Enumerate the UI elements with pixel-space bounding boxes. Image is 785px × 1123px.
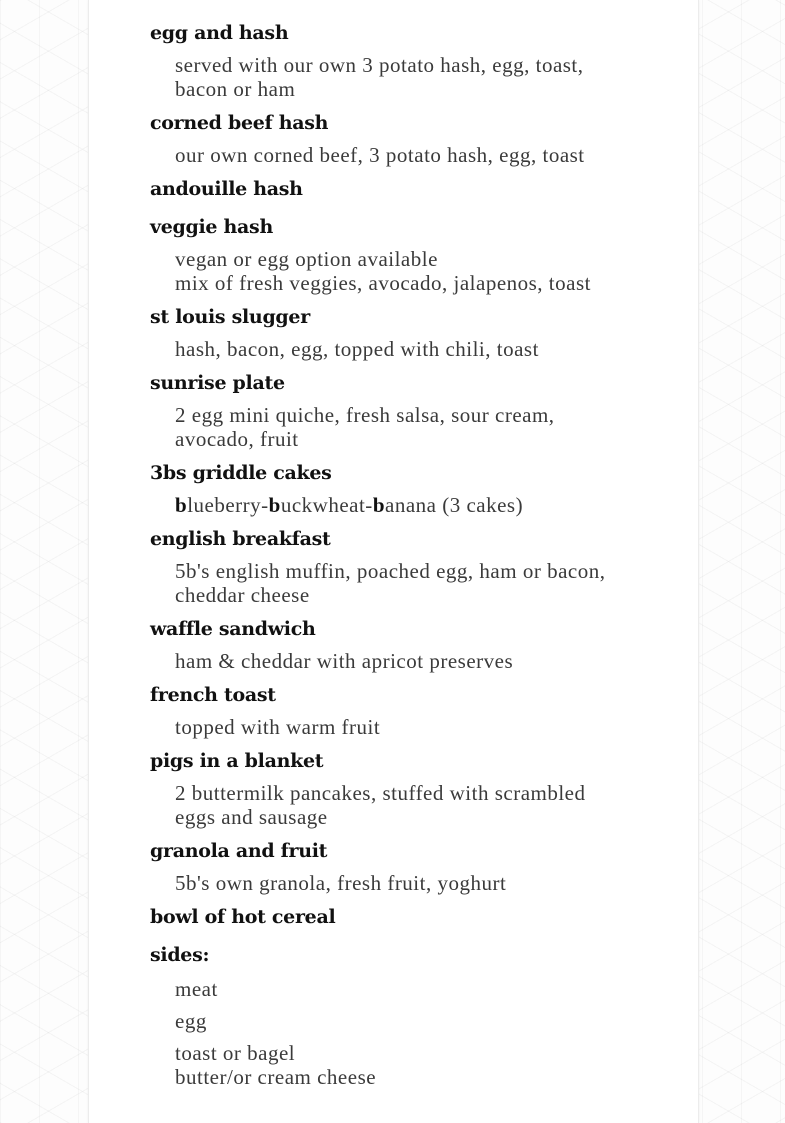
item-title: veggie hash: [150, 216, 273, 238]
description-line: bacon or ham: [175, 77, 296, 101]
item-description: [150, 649, 690, 673]
item-title: granola and fruit: [150, 840, 328, 862]
description-line: [175, 493, 690, 517]
item-description: [150, 493, 690, 517]
bold-initial: b: [175, 493, 188, 517]
item-description: [150, 715, 690, 739]
item-description: [150, 871, 690, 895]
bold-initial: b: [268, 493, 281, 517]
item-description: [150, 559, 690, 607]
description-fragment: uckwheat-: [280, 493, 373, 517]
menu-item: [150, 367, 690, 451]
item-title: bowl of hot cereal: [150, 906, 336, 928]
side-item: butter/or cream cheese: [175, 1065, 377, 1089]
description-line: 5b's own granola, fresh fruit, yoghurt: [175, 871, 507, 895]
menu-item: [150, 173, 690, 211]
description-line: 2 egg mini quiche, fresh salsa, sour cream,: [175, 403, 555, 427]
description-fragment: lueberry-: [187, 493, 269, 517]
item-description: [150, 53, 690, 101]
item-description: [150, 403, 690, 451]
menu-panel: [88, 0, 699, 1123]
item-title: waffle sandwich: [150, 618, 316, 640]
menu-item: [150, 745, 690, 829]
description-line: ham & cheddar with apricot preserves: [175, 649, 514, 673]
bold-initial: b: [372, 493, 385, 517]
description-line: our own corned beef, 3 potato hash, egg, toast: [175, 143, 585, 167]
menu-item: [150, 107, 690, 167]
description-line: mix of fresh veggies, avocado, jalapenos, toast: [175, 271, 591, 295]
description-fragment: anana (3 cakes): [385, 493, 524, 517]
side-item: toast or bagel: [175, 1041, 296, 1065]
item-title: pigs in a blanket: [150, 750, 324, 772]
menu-item: [150, 679, 690, 739]
menu-item: [150, 17, 690, 101]
menu-item: [150, 301, 690, 361]
description-line: 5b's english muffin, poached egg, ham or bacon,: [175, 559, 606, 583]
menu-item: [150, 457, 690, 517]
menu-content: [150, 17, 690, 1089]
item-description: [150, 143, 690, 167]
item-description: [150, 781, 690, 829]
item-title: corned beef hash: [150, 112, 329, 134]
item-title: english breakfast: [150, 528, 331, 550]
sides-heading: sides:: [150, 944, 210, 966]
item-title: st louis slugger: [150, 306, 310, 328]
side-item: egg: [175, 1009, 207, 1033]
item-title: 3bs griddle cakes: [150, 462, 332, 484]
item-title: sunrise plate: [150, 372, 285, 394]
description-line: topped with warm fruit: [175, 715, 381, 739]
item-description: [150, 337, 690, 361]
menu-item: [150, 523, 690, 607]
description-line: cheddar cheese: [175, 583, 310, 607]
description-line: eggs and sausage: [175, 805, 328, 829]
menu-item: [150, 901, 690, 933]
sides-section: [150, 939, 690, 1089]
item-description: [150, 247, 690, 295]
side-item: meat: [175, 977, 218, 1001]
description-line: vegan or egg option available: [175, 247, 438, 271]
menu-item: [150, 613, 690, 673]
menu-item: [150, 835, 690, 895]
description-line: avocado, fruit: [175, 427, 299, 451]
menu-item: [150, 211, 690, 295]
description-line: served with our own 3 potato hash, egg, toast,: [175, 53, 584, 77]
item-title: egg and hash: [150, 22, 289, 44]
description-line: 2 buttermilk pancakes, stuffed with scrambled: [175, 781, 586, 805]
description-line: hash, bacon, egg, topped with chili, toast: [175, 337, 539, 361]
item-title: andouille hash: [150, 178, 303, 200]
item-title: french toast: [150, 684, 276, 706]
